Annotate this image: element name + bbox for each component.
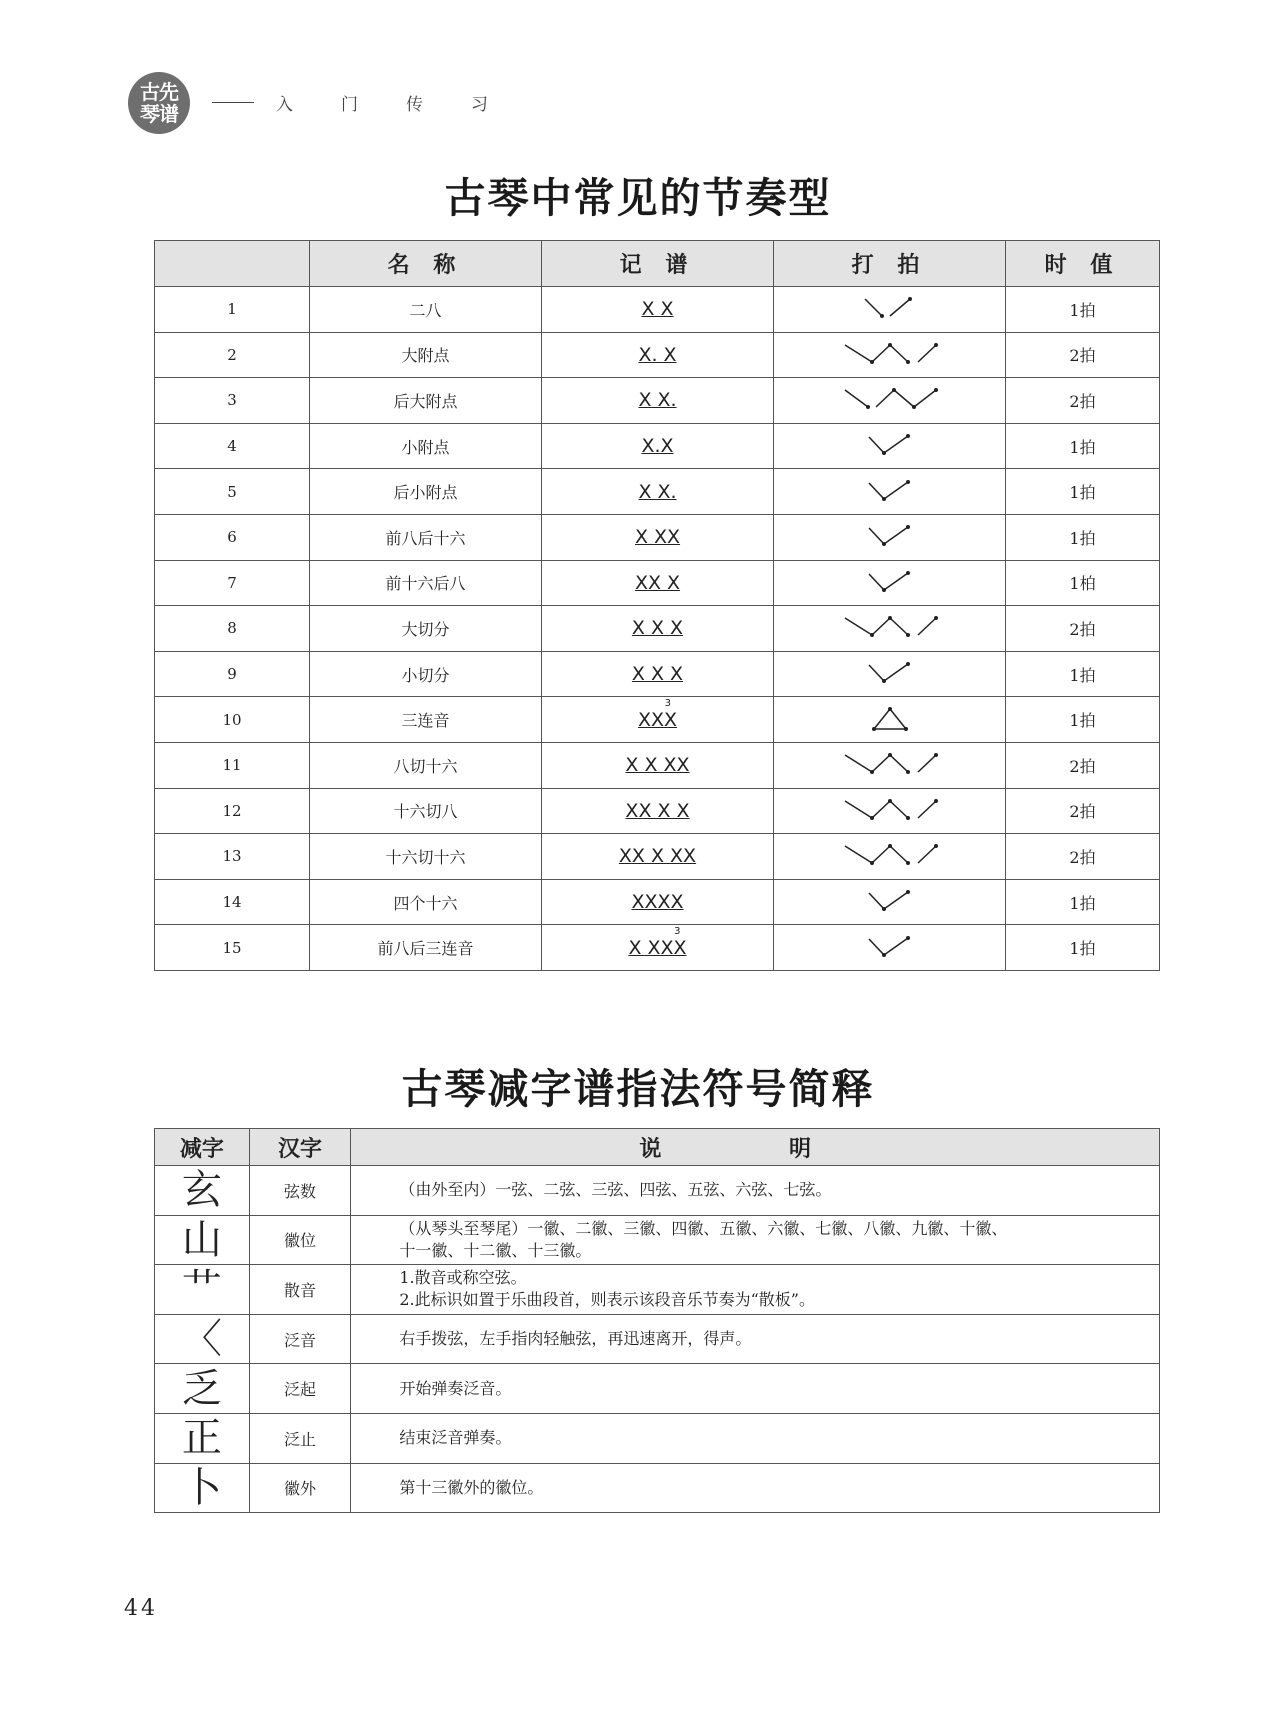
beat-stroke [869, 574, 884, 590]
desc-line: 右手拨弦，左手指肉轻触弦，再迅速离开，得声。 [399, 1329, 752, 1349]
beat-stroke [918, 345, 936, 362]
fingering-hanzi: 泛止 [249, 1413, 351, 1463]
notation-text: XX X X [625, 799, 690, 822]
beat-diagram [866, 433, 914, 459]
rhythm-num: 10 [155, 697, 310, 743]
rhythm-row [155, 423, 1160, 469]
desc-line: （由外至内）一弦、二弦、三弦、四弦、五弦、六弦、七弦。 [399, 1180, 832, 1200]
fingering-desc [351, 1215, 1160, 1265]
rhythm-row [155, 742, 1160, 788]
notation-text: X XXX [628, 936, 687, 959]
rhythm-notation [542, 606, 774, 652]
beat-stroke [890, 618, 908, 635]
beat-stroke [865, 299, 882, 316]
beat-stroke [884, 527, 908, 544]
rhythm-table [154, 240, 1160, 971]
fingering-table [154, 1128, 1160, 1513]
beat-arrowhead [934, 388, 938, 392]
notation-text: XXXX [631, 891, 684, 914]
rhythm-num: 2 [155, 332, 310, 378]
beat-diagram [866, 524, 914, 550]
rhythm-row [155, 514, 1160, 560]
page-number: 44 [124, 1596, 158, 1621]
beat-stroke [890, 846, 908, 863]
rhythm-row [155, 788, 1160, 834]
fingering-symbol: 艹 [155, 1265, 250, 1315]
beat-stroke [876, 390, 894, 407]
rhythm-name: 四个十六 [310, 879, 542, 925]
notation-text: X X. [638, 480, 677, 503]
rhythm-beat [774, 469, 1006, 515]
beat-stroke [918, 755, 936, 772]
rhythm-notation [542, 879, 774, 925]
beat-stroke [845, 618, 872, 635]
tuplet-mark: 3 [674, 925, 681, 937]
beat-diagram [842, 752, 938, 778]
rhythm-notation [542, 287, 774, 333]
beat-stroke [890, 299, 910, 316]
rhythm-beat [774, 606, 1006, 652]
rhythm-duration: 2拍 [1006, 606, 1160, 652]
fingering-row [155, 1265, 1160, 1315]
rhythm-notation [542, 788, 774, 834]
rhythm-name: 大切分 [310, 606, 542, 652]
beat-stroke [918, 846, 936, 863]
rhythm-beat [774, 378, 1006, 424]
desc-line: （从琴头至琴尾）一徽、二徽、三徽、四徽、五徽、六徽、七徽、八徽、九徽、十徽、 [399, 1218, 1008, 1238]
fingering-desc [351, 1314, 1160, 1364]
beat-diagram [870, 707, 910, 733]
beat-arrowhead [934, 753, 938, 757]
beat-diagram [842, 843, 938, 869]
rhythm-num: 5 [155, 469, 310, 515]
beat-stroke [884, 938, 908, 955]
rhythm-num: 12 [155, 788, 310, 834]
rhythm-beat [774, 514, 1006, 560]
beat-diagram [866, 570, 914, 596]
fingering-row [155, 1463, 1160, 1513]
rhythm-row [155, 651, 1160, 697]
rhythm-beat [774, 423, 1006, 469]
beat-stroke [869, 665, 884, 681]
logo [128, 72, 190, 134]
desc-line: 十一徽、十二徽、十三徽。 [399, 1240, 592, 1260]
beat-stroke [872, 345, 890, 362]
header-beat: 打 拍 [774, 241, 1006, 287]
rhythm-duration: 1拍 [1006, 423, 1160, 469]
rhythm-num: 3 [155, 378, 310, 424]
fingering-row [155, 1314, 1160, 1364]
rhythm-duration: 1柏 [1006, 560, 1160, 606]
rhythm-name: 后大附点 [310, 378, 542, 424]
desc-line: 1.散音或称空弦。 [399, 1268, 527, 1288]
beat-arrowhead [908, 297, 912, 301]
rhythm-beat [774, 879, 1006, 925]
rhythm-duration: 1拍 [1006, 697, 1160, 743]
rhythm-title: 古琴中常见的节奏型 [444, 174, 832, 222]
desc-line: 开始弹奏泛音。 [399, 1378, 512, 1398]
rhythm-num: 7 [155, 560, 310, 606]
beat-arrowhead [934, 799, 938, 803]
rhythm-duration: 1拍 [1006, 287, 1160, 333]
beat-stroke [894, 390, 914, 407]
fingering-hanzi: 泛起 [249, 1364, 351, 1414]
rhythm-notation [542, 834, 774, 880]
header-num [155, 241, 310, 287]
fingering-row [155, 1166, 1160, 1216]
rhythm-name: 前十六后八 [310, 560, 542, 606]
rhythm-duration: 1拍 [1006, 925, 1160, 971]
rhythm-num: 1 [155, 287, 310, 333]
fingering-body [155, 1166, 1160, 1513]
rhythm-row [155, 925, 1160, 971]
fingering-hanzi: 徽位 [249, 1215, 351, 1265]
fingering-row [155, 1413, 1160, 1463]
fingering-desc [351, 1166, 1160, 1216]
fingering-header-row [155, 1129, 1160, 1166]
beat-stroke [845, 846, 872, 863]
rhythm-num: 11 [155, 742, 310, 788]
fingering-symbol: 正 [155, 1413, 250, 1463]
rhythm-name: 二八 [310, 287, 542, 333]
rhythm-num: 8 [155, 606, 310, 652]
rhythm-num: 9 [155, 651, 310, 697]
rhythm-duration: 2拍 [1006, 332, 1160, 378]
rhythm-duration: 2拍 [1006, 788, 1160, 834]
beat-arrowhead [866, 405, 870, 409]
beat-arrowhead [934, 844, 938, 848]
fingering-hanzi: 散音 [249, 1265, 351, 1315]
beat-arrowhead [880, 314, 884, 318]
rhythm-num: 14 [155, 879, 310, 925]
beat-arrowhead [906, 662, 910, 666]
beat-arrowhead [906, 816, 910, 820]
rhythm-notation [542, 651, 774, 697]
beat-stroke [872, 618, 890, 635]
header-hanzi: 汉字 [249, 1129, 351, 1166]
rhythm-num: 6 [155, 514, 310, 560]
rhythm-duration: 1拍 [1006, 469, 1160, 515]
rhythm-notation [542, 469, 774, 515]
beat-stroke [869, 437, 884, 453]
fingering-symbol: 〈 [155, 1314, 250, 1364]
rhythm-name: 前八后十六 [310, 514, 542, 560]
beat-stroke [890, 801, 908, 818]
beat-stroke [872, 755, 890, 772]
notation-text: X.X [641, 435, 674, 458]
beat-diagram [842, 342, 938, 368]
beat-diagram [842, 798, 938, 824]
notation-text: XX X XX [618, 845, 697, 868]
fingering-title: 古琴减字谱指法符号简释 [401, 1065, 875, 1113]
rhythm-duration: 1拍 [1006, 514, 1160, 560]
beat-stroke [918, 618, 936, 635]
beat-stroke [884, 664, 908, 681]
rhythm-notation [542, 514, 774, 560]
rhythm-name: 前八后三连音 [310, 925, 542, 971]
rhythm-name: 三连音 [310, 697, 542, 743]
beat-diagram [866, 935, 914, 961]
rhythm-duration: 2拍 [1006, 834, 1160, 880]
beat-stroke [884, 436, 908, 453]
rhythm-row [155, 287, 1160, 333]
rhythm-beat [774, 560, 1006, 606]
rhythm-row [155, 834, 1160, 880]
notation-text: XXX [637, 708, 678, 731]
beat-arrowhead [906, 525, 910, 529]
desc-line: 第十三徽外的徽位。 [399, 1477, 544, 1497]
beat-diagram [842, 387, 938, 413]
rhythm-notation [542, 423, 774, 469]
rhythm-row [155, 560, 1160, 606]
notation-text: X X XX [625, 754, 690, 777]
rhythm-beat [774, 925, 1006, 971]
fingering-row [155, 1215, 1160, 1265]
rhythm-notation [542, 378, 774, 424]
beat-arrowhead [906, 770, 910, 774]
beat-diagram [842, 615, 938, 641]
rhythm-name: 大附点 [310, 332, 542, 378]
beat-stroke [914, 390, 936, 407]
rhythm-duration: 2拍 [1006, 742, 1160, 788]
beat-stroke [884, 573, 908, 590]
notation-text: X. X [638, 343, 677, 366]
fingering-desc [351, 1413, 1160, 1463]
fingering-symbol: 乏 [155, 1364, 250, 1414]
rhythm-row [155, 378, 1160, 424]
rhythm-beat [774, 742, 1006, 788]
rhythm-notation [542, 560, 774, 606]
header-name: 名 称 [310, 241, 542, 287]
rhythm-name: 后小附点 [310, 469, 542, 515]
fingering-symbol: 玄 [155, 1166, 250, 1216]
rhythm-beat [774, 834, 1006, 880]
beat-arrowhead [906, 890, 910, 894]
series-dash [212, 102, 254, 103]
fingering-hanzi: 徽外 [249, 1463, 351, 1513]
beat-stroke [874, 709, 890, 729]
rhythm-notation [542, 332, 774, 378]
notation-text: XX X [634, 571, 681, 594]
beat-arrowhead [906, 633, 910, 637]
header-duration: 时 值 [1006, 241, 1160, 287]
rhythm-beat [774, 332, 1006, 378]
beat-diagram [866, 479, 914, 505]
desc-line: 结束泛音弹奏。 [399, 1428, 512, 1448]
header-desc: 说 明 [351, 1129, 1160, 1166]
series-header [212, 90, 536, 115]
rhythm-row [155, 697, 1160, 743]
beat-arrowhead [906, 936, 910, 940]
notation-text: X X. [638, 389, 677, 412]
beat-arrowhead [934, 616, 938, 620]
rhythm-row [155, 332, 1160, 378]
beat-arrowhead [906, 480, 910, 484]
beat-diagram [866, 889, 914, 915]
beat-arrowhead [906, 571, 910, 575]
notation-text: X X [641, 298, 674, 321]
beat-stroke [869, 483, 884, 499]
rhythm-notation [542, 697, 774, 743]
series-char: 门 [341, 95, 358, 115]
rhythm-body [155, 287, 1160, 971]
fingering-hanzi: 泛音 [249, 1314, 351, 1364]
beat-arrowhead [906, 360, 910, 364]
beat-stroke [872, 846, 890, 863]
rhythm-row [155, 879, 1160, 925]
beat-stroke [918, 801, 936, 818]
beat-stroke [872, 801, 890, 818]
header-notation: 记 谱 [542, 241, 774, 287]
beat-stroke [890, 709, 906, 729]
rhythm-num: 15 [155, 925, 310, 971]
beat-stroke [845, 801, 872, 818]
rhythm-beat [774, 697, 1006, 743]
rhythm-name: 十六切十六 [310, 834, 542, 880]
rhythm-header-row [155, 241, 1160, 287]
rhythm-name: 小切分 [310, 651, 542, 697]
fingering-symbol: 山 [155, 1215, 250, 1265]
beat-stroke [845, 390, 868, 407]
beat-diagram [860, 296, 920, 322]
fingering-hanzi: 弦数 [249, 1166, 351, 1216]
fingering-desc [351, 1463, 1160, 1513]
beat-stroke [884, 482, 908, 499]
rhythm-num: 4 [155, 423, 310, 469]
beat-arrowhead [888, 707, 892, 711]
beat-stroke [869, 939, 884, 955]
beat-arrowhead [906, 434, 910, 438]
beat-stroke [869, 528, 884, 544]
rhythm-row [155, 469, 1160, 515]
rhythm-duration: 1拍 [1006, 651, 1160, 697]
rhythm-beat [774, 651, 1006, 697]
desc-line: 2.此标识如置于乐曲段首，则表示该段音乐节奏为“散板”。 [399, 1290, 815, 1310]
rhythm-notation [542, 742, 774, 788]
notation-text: X XX [634, 526, 681, 549]
notation-text: X X X [631, 617, 684, 640]
beat-stroke [845, 345, 872, 362]
rhythm-duration: 2拍 [1006, 378, 1160, 424]
fingering-desc [351, 1265, 1160, 1315]
logo-line1: 古先 [140, 80, 178, 104]
rhythm-name: 十六切八 [310, 788, 542, 834]
beat-stroke [884, 892, 908, 909]
series-char: 传 [406, 95, 423, 115]
beat-stroke [890, 345, 908, 362]
rhythm-duration: 1拍 [1006, 879, 1160, 925]
rhythm-name: 八切十六 [310, 742, 542, 788]
fingering-row [155, 1364, 1160, 1414]
logo-line2: 琴谱 [140, 102, 178, 126]
fingering-desc [351, 1364, 1160, 1414]
beat-diagram [866, 661, 914, 687]
beat-arrowhead [906, 861, 910, 865]
rhythm-notation [542, 925, 774, 971]
beat-stroke [869, 893, 884, 909]
rhythm-beat [774, 287, 1006, 333]
tuplet-mark: 3 [664, 697, 672, 709]
beat-stroke [890, 755, 908, 772]
rhythm-name: 小附点 [310, 423, 542, 469]
series-char: 习 [471, 95, 488, 115]
series-char: 入 [276, 95, 293, 115]
rhythm-num: 13 [155, 834, 310, 880]
rhythm-beat [774, 788, 1006, 834]
notation-text: X X X [631, 663, 684, 686]
rhythm-row [155, 606, 1160, 652]
beat-arrowhead [934, 343, 938, 347]
header-symbol: 减字 [155, 1129, 250, 1166]
fingering-symbol: 卜 [155, 1463, 250, 1513]
beat-stroke [845, 755, 872, 772]
